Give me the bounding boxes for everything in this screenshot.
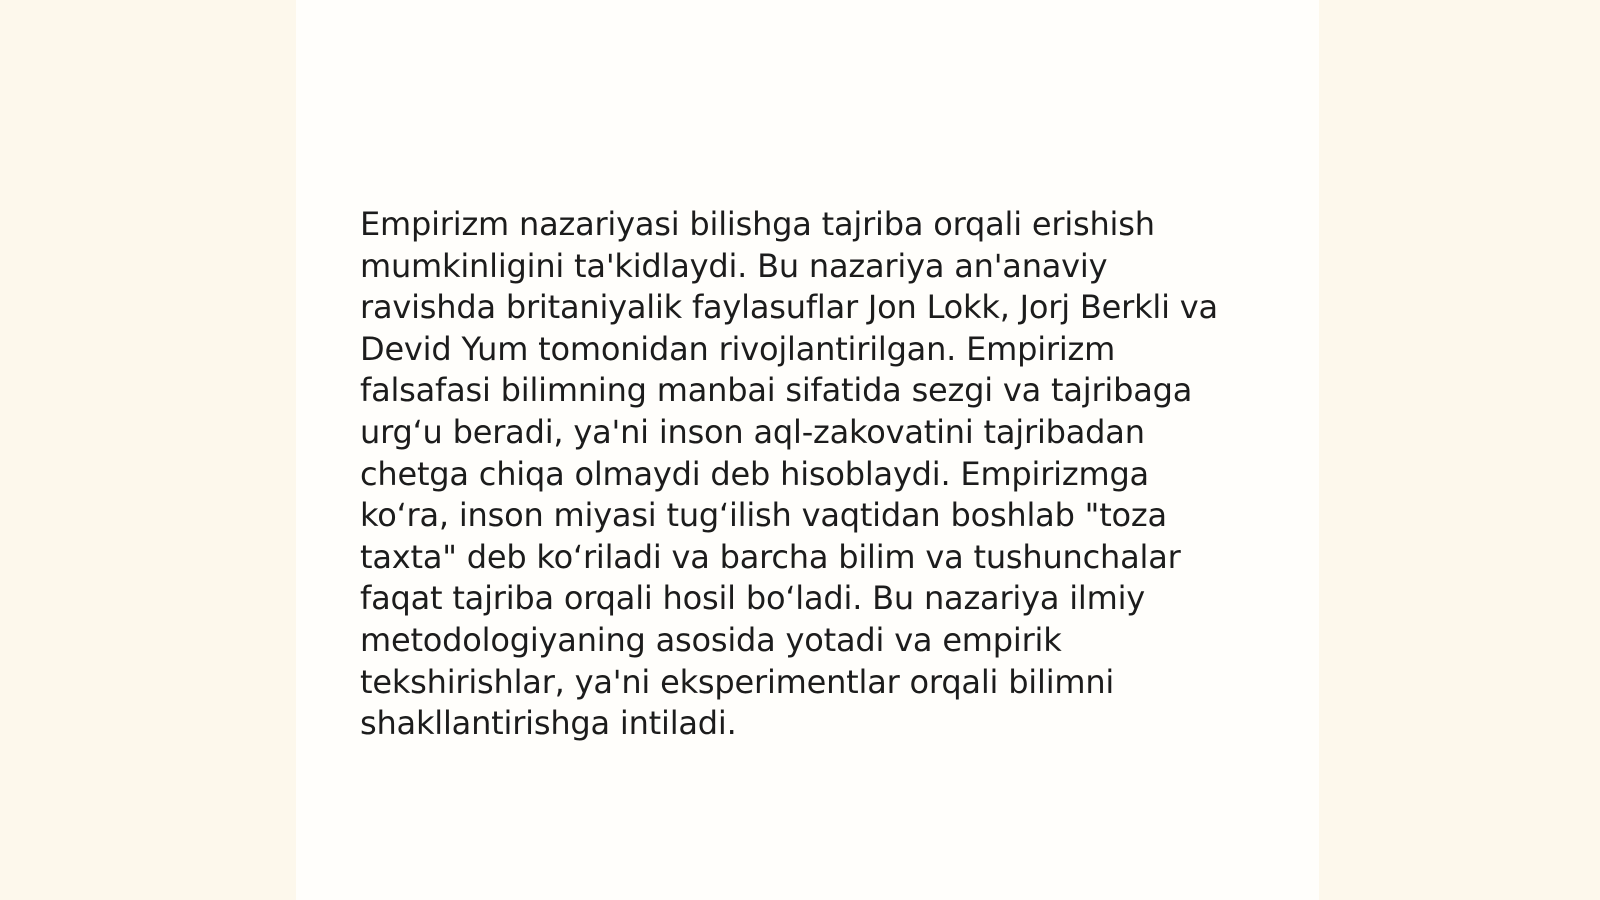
body-line: ravishda britaniyalik faylasuflar Jon Lokk, Jorj Berkli va	[360, 288, 1218, 327]
body-line: ko‘ra, inson miyasi tug‘ilish vaqtidan boshlab "toza	[360, 496, 1167, 535]
body-line: urg‘u beradi, ya'ni inson aql-zakovatini tajribadan	[360, 412, 1145, 451]
body-line: shakllantirishga intiladi.	[360, 704, 737, 743]
body-line: Empirizm nazariyasi bilishga tajriba orqali erishish	[360, 205, 1155, 243]
body-line: chetga chiqa olmaydi deb hisoblaydi. Empirizmga	[360, 454, 1149, 493]
body-line: falsafasi bilimning manbai sifatida sezgi va tajribaga	[360, 371, 1193, 410]
body-paragraph	[360, 204, 1260, 745]
body-line: taxta" deb ko‘riladi va barcha bilim va tushunchalar	[360, 537, 1181, 576]
body-line: tekshirishlar, ya'ni eksperimentlar orqali bilimni	[360, 662, 1115, 701]
body-line: faqat tajriba orqali hosil bo‘ladi. Bu nazariya ilmiy	[360, 579, 1145, 618]
slide-canvas	[296, 0, 1319, 900]
body-line: Devid Yum tomonidan rivojlantirilgan. Empirizm	[360, 329, 1116, 368]
body-line: mumkinligini ta'kidlaydi. Bu nazariya an'anaviy	[360, 246, 1108, 285]
body-line: metodologiyaning asosida yotadi va empirik	[360, 620, 1062, 659]
